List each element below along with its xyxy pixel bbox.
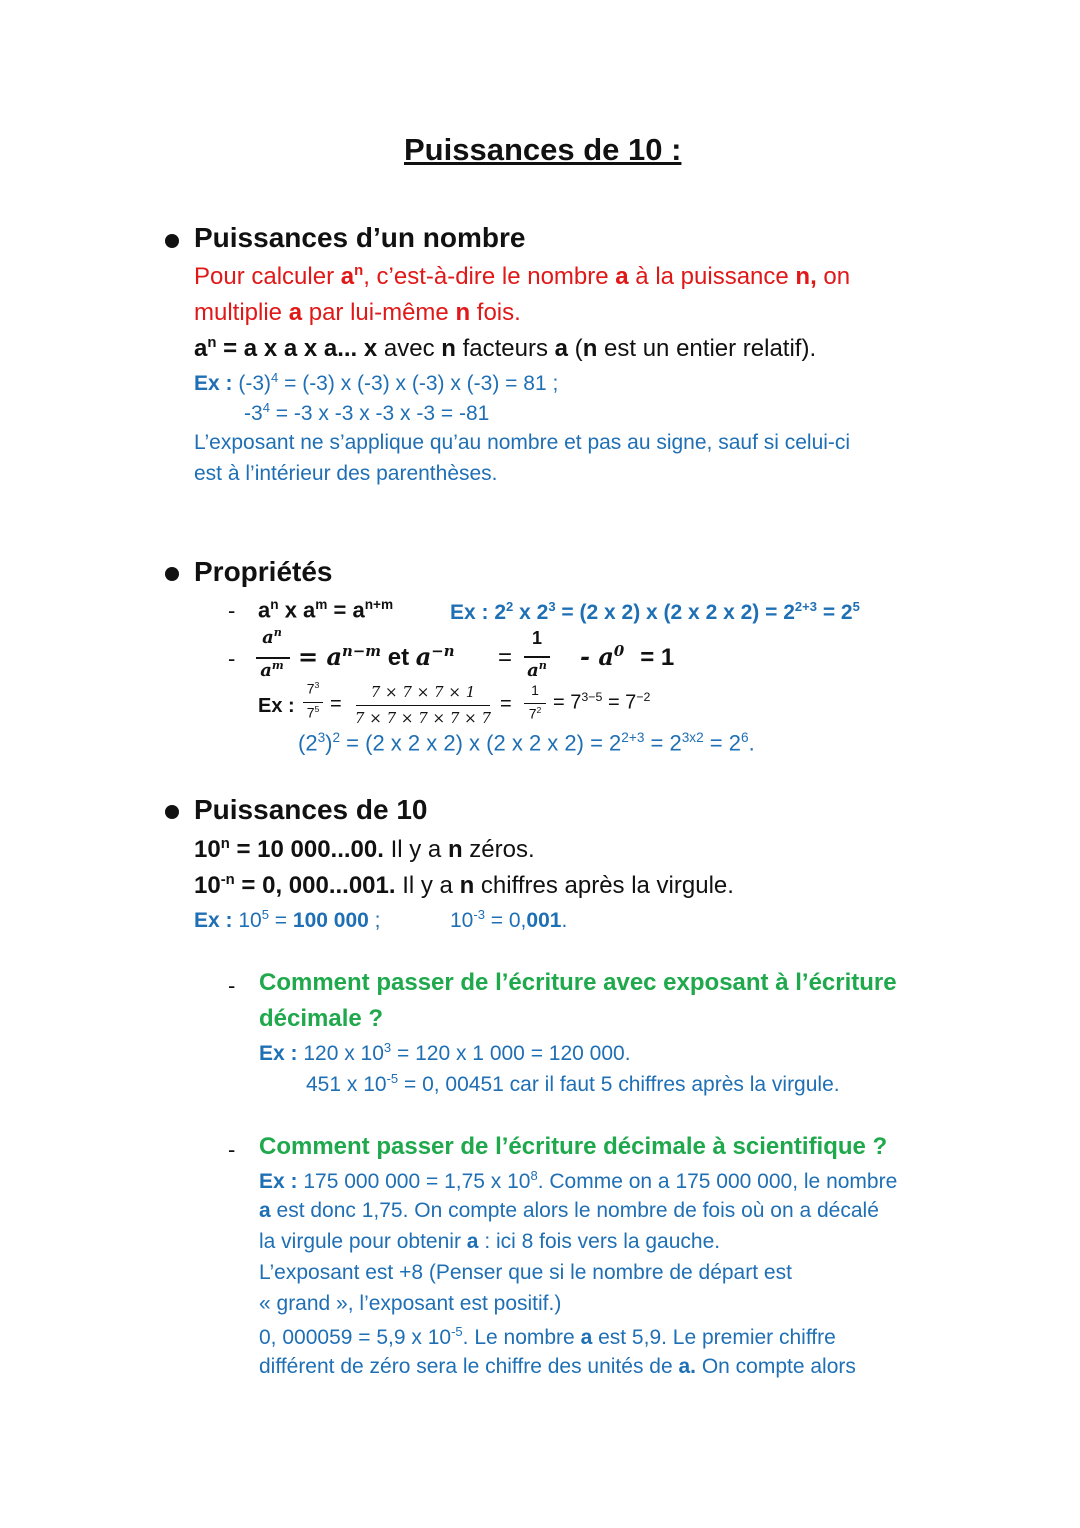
question-exponent-to-decimal-line-2: décimale ? xyxy=(259,1005,384,1032)
question-exponent-to-decimal-line-1: Comment passer de l’écriture avec exposant à l’écriture xyxy=(259,969,897,996)
power-ten-example-1: Ex : $10^5 = 100$ 000 ; xyxy=(194,907,381,932)
list-dash: - xyxy=(228,973,236,998)
example-line-2: $-3^4 = -3$ x -3 x -3 x -3 = -81 xyxy=(244,400,490,425)
rule-quotient-result: = $a^{n-m}$ et $a^{-n}$ xyxy=(298,642,455,671)
rule-product: $a^n$ x $a^m = a^{n+m}$ xyxy=(258,597,394,623)
example-fraction-2-denominator: 7 × 7 × 7 × 7 × 7 xyxy=(354,709,492,727)
example-fraction-2-numerator: 7 × 7 × 7 × 1 xyxy=(370,683,476,701)
question-2-line-3: la virgule pour obtenir a : ici 8 fois vers la gauche. xyxy=(259,1230,721,1253)
question-1-example-1: Ex : 120 x $10^3 = 120$ x 1 000 = 120 000. xyxy=(259,1040,631,1065)
list-dash: - xyxy=(228,646,236,671)
example-power-of-power: $(2^3)^2 = (2$ x 2 x 2) x (2 x 2 x $2) = 2^{2+3} = 2^{3x2} = 2^6$. xyxy=(298,730,755,756)
rule-quotient-numerator: $a^n$ xyxy=(262,626,282,648)
question-2-line-7: différent de zéro sera le chiffre des unités de a. On compte alors xyxy=(259,1355,856,1378)
example-fraction-1-denominator: $7^5$ xyxy=(306,704,320,721)
rule-negative-numerator: 1 xyxy=(531,628,542,648)
question-2-line-6: 0, 000059 = 5,9 x $10^{-5}$. Le nombre a est 5,9. Le premier chiffre xyxy=(259,1324,836,1349)
question-2-line-4: L’exposant est +8 (Penser que si le nombre de départ est xyxy=(259,1261,792,1284)
rule-negative-denominator: $a^n$ xyxy=(527,659,547,681)
rule-negative-equals: = xyxy=(498,644,513,671)
example-fraction-3-denominator: $7^2$ xyxy=(528,705,542,722)
power-ten-example-2: $10^{-3} = 0,001$. xyxy=(450,907,568,932)
note-line-2: est à l’intérieur des parenthèses. xyxy=(194,462,498,485)
question-2-line-1: Ex : 175 000 000 = 1,75 x $10^8$. Comme on a 175 000 000, le nombre xyxy=(259,1168,898,1193)
list-dash: - xyxy=(228,1137,236,1162)
section-heading-proprietes: Propriétés xyxy=(194,556,333,587)
example-fraction-3-numerator: 1 xyxy=(531,682,539,698)
fraction-bar xyxy=(524,703,546,704)
rule-zero-exponent: - $a^0 = 1$ xyxy=(580,642,675,671)
example-result: = $7^{3-5} = 7^{-2}$ xyxy=(553,690,651,714)
list-dash: - xyxy=(228,598,236,623)
bullet-icon xyxy=(165,567,179,581)
example-equals: = xyxy=(330,693,342,715)
power-ten-positive: $10^n = 10$ 000...00. Il y a n zéros. xyxy=(194,836,535,863)
section-heading-puissances-10: Puissances de 10 xyxy=(194,794,428,825)
example-line-1: Ex : $(-3)^4 = (-3)$ x (-3) x (-3) x (-3) = 81 ; xyxy=(194,370,559,395)
fraction-bar xyxy=(303,702,323,703)
question-2-line-5: « grand », l’exposant est positif.) xyxy=(259,1292,562,1315)
definition-line-1: Pour calculer $a^n$, c’est-à-dire le nombre a à la puissance n, on xyxy=(194,263,851,290)
rule-quotient-denominator: $a^m$ xyxy=(260,659,284,681)
question-1-example-2: 451 x $10^{-5} = 0$, 00451 car il faut 5 chiffres après la virgule. xyxy=(306,1071,840,1096)
bullet-icon xyxy=(165,805,179,819)
fraction-bar xyxy=(524,656,550,658)
example-fraction-1-numerator: $7^3$ xyxy=(306,680,320,697)
question-2-line-2: a est donc 1,75. On compte alors le nombre de fois où on a décalé xyxy=(259,1199,879,1222)
rule-product-example: Ex : $2^2$ x $2^3 = (2$ x 2) x (2 x 2 x $2) = 2^{2+3} = 2^5$ xyxy=(450,599,860,624)
bullet-icon xyxy=(165,234,179,248)
power-ten-negative: $10^{-n} = 0$, 000...001. Il y a n chiffres après la virgule. xyxy=(194,872,734,899)
example-label: Ex : xyxy=(258,695,295,717)
page-title: Puissances de 10 : xyxy=(404,132,682,167)
question-decimal-to-scientific: Comment passer de l’écriture décimale à scientifique ? xyxy=(259,1133,888,1160)
example-equals: = xyxy=(500,693,512,715)
section-heading-puissances-nombre: Puissances d’un nombre xyxy=(194,222,526,253)
formula-definition: $a^n = a$ x a x a... x avec n facteurs a (n est un entier relatif). xyxy=(194,335,817,362)
fraction-bar xyxy=(356,705,490,706)
definition-line-2: multiplie a par lui-même n fois. xyxy=(194,299,521,326)
note-line-1: L’exposant ne s’applique qu’au nombre et pas au signe, sauf si celui-ci xyxy=(194,431,851,454)
